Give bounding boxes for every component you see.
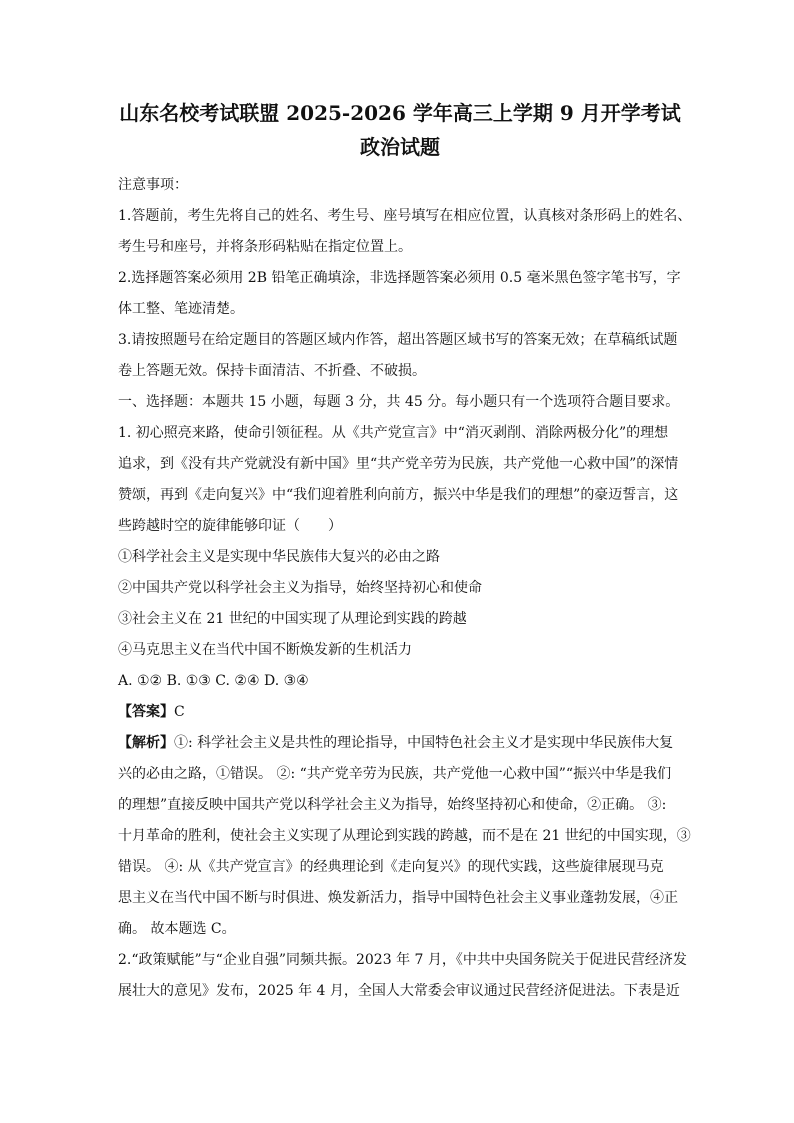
page-subtitle: 政治试题 [360,135,440,159]
notice-line: 卷上答题无效。保持卡面清洁、不折叠、不破损。 [118,363,426,379]
notice-line: 3.请按照题号在给定题目的答题区域内作答，超出答题区域书写的答案无效；在草稿纸试题 [118,332,678,348]
question-option: ④马克思主义在当代中国不断焕发新的生机活力 [118,642,412,658]
answer-line [118,697,682,728]
question-option: ①科学社会主义是实现中华民族伟大复兴的必由之路 [118,549,440,565]
analysis-text: ①: 科学社会主义是共性的理论指导，中国特色社会主义才是实现中华民族伟大复 [174,735,674,751]
question-stem-line: 2.“政策赋能”与“企业自强”同频共振。2023 年 7 月，《中共中央国务院关于促进民营经济发 [118,952,687,968]
analysis-line: 的理想”直接反映中国共产党以科学社会主义为指导，始终坚持初心和使命，②正确。 ③: [118,797,667,813]
analysis-line: 思主义在当代中国不断与时俱进、焕发新活力，指导中国特色社会主义事业蓬勃发展，④正 [118,890,678,906]
analysis-label: 【解析】 [118,735,174,751]
question-stem-line: 追求，到《没有共产党就没有新中国》里“共产党辛劳为民族，共产党他一心救中国”的深情 [118,456,679,472]
analysis-line [118,728,682,759]
notice-heading: 注意事项： [118,177,188,193]
question-stem-line: 些跨越时空的旋律能够印证（ ） [118,518,342,534]
question-choices: A. ①② B. ①③ C. ②④ D. ③④ [118,673,309,689]
analysis-line: 十月革命的胜利，使社会主义实现了从理论到实践的跨越，而不是在 21 世纪的中国实现，③ [118,828,691,844]
notice-line: 2.选择题答案必须用 2B 铅笔正确填涂，非选择题答案必须用 0.5 毫米黑色签字笔书写，字 [118,270,681,286]
notice-line: 考生号和座号，并将条形码粘贴在指定位置上。 [118,239,412,255]
notice-line: 体工整、笔迹清楚。 [118,301,244,317]
answer-label: 【答案】 [118,704,174,720]
question-stem-line: 赞颂，再到《走向复兴》中“我们迎着胜利向前方，振兴中华是我们的理想”的豪迈誓言，这 [118,487,679,503]
page-title: 山东名校考试联盟 2025-2026 学年高三上学期 9 月开学考试 [119,101,681,125]
answer-value: C [174,704,185,720]
question-option: ②中国共产党以科学社会主义为指导，始终坚持初心和使命 [118,580,482,596]
analysis-line: 兴的必由之路，①错误。 ②: “共产党辛劳为民族，共产党他一心救中国”“振兴中华是我们 [118,766,672,782]
analysis-line: 确。 故本题选 C。 [118,921,236,937]
question-stem-line: 展壮大的意见》发布，2025 年 4 月，全国人大常委会审议通过民营经济促进法。下表是近 [118,983,680,999]
question-stem-line: 1. 初心照亮来路，使命引领征程。从《共产党宣言》中“消灭剥削、消除两极分化”的理想 [118,425,669,441]
analysis-line: 错误。 ④: 从《共产党宣言》的经典理论到《走向复兴》的现代实践，这些旋律展现马克 [118,859,664,875]
notice-line: 1.答题前，考生先将自己的姓名、考生号、座号填写在相应位置，认真核对条形码上的姓名、 [118,208,692,224]
document-page [118,96,692,1007]
question-option: ③社会主义在 21 世纪的中国实现了从理论到实践的跨越 [118,611,467,627]
section-heading: 一、选择题：本题共 15 小题，每题 3 分，共 45 分。每小题只有一个选项符合题目要求。 [118,394,680,410]
